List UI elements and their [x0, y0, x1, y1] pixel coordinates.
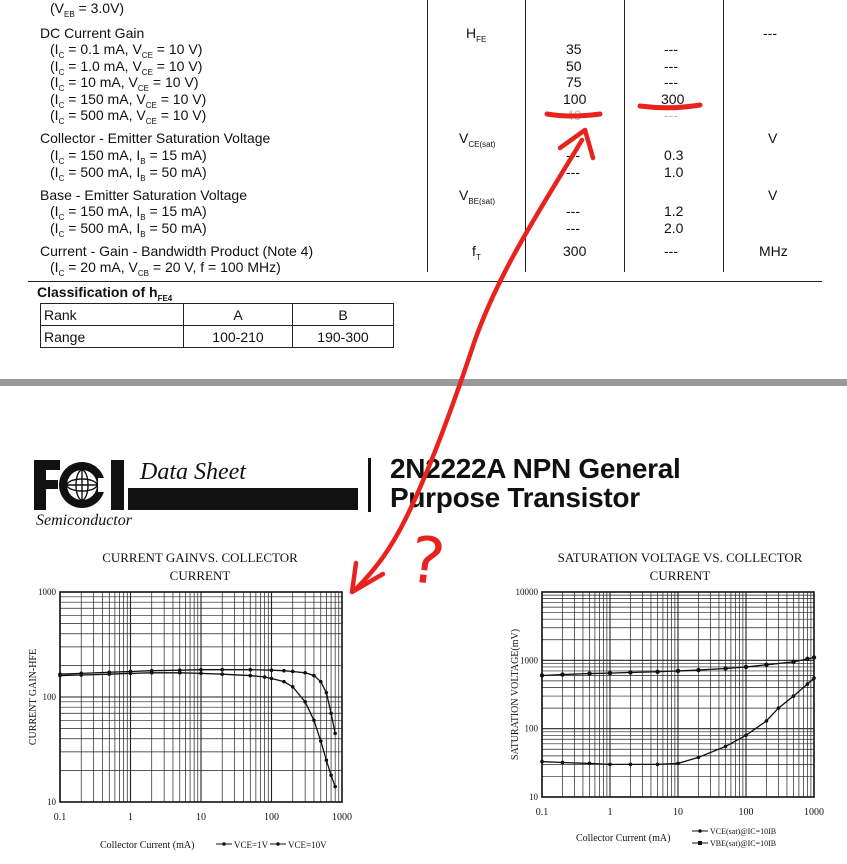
col-divider — [624, 0, 625, 272]
table-row — [41, 326, 394, 348]
dc-gain-max: 300 — [661, 91, 685, 107]
data-point — [199, 668, 203, 672]
data-point — [325, 691, 329, 695]
vbe-sat-label: Base - Emitter Saturation Voltage — [40, 187, 247, 203]
data-point — [656, 763, 660, 767]
dc-gain-condition: ($I_C = 500$ mA, $V_{CE} = 10$ V) — [50, 107, 207, 126]
ft-unit: MHz — [759, 243, 788, 259]
ft-symbol — [472, 243, 481, 260]
legend-marker — [698, 829, 702, 833]
text: CE(sat) — [468, 139, 496, 149]
data-point — [588, 762, 592, 766]
data-point — [744, 733, 748, 737]
y-tick-label: 10 — [529, 792, 538, 802]
product-title — [390, 454, 681, 512]
text: = 20 mA, V — [64, 259, 138, 275]
dc-gain-max: --- — [664, 41, 678, 57]
text: 50 mA — [161, 164, 203, 180]
dc-gain-min: 40 — [566, 107, 582, 123]
data-point — [282, 669, 286, 673]
ft-min: 300 — [563, 243, 587, 259]
dc-gain-max: --- — [664, 58, 678, 74]
y-tick-label: 1000 — [520, 655, 538, 666]
data-point — [333, 732, 337, 736]
data-point — [329, 773, 333, 777]
product-title-line2: Purpose Transistor — [390, 482, 640, 513]
dc-gain-label: DC Current Gain — [40, 25, 145, 41]
text: T — [475, 252, 481, 262]
text: 150 mA — [80, 91, 129, 107]
vbe-sat-unit: V — [768, 187, 778, 203]
data-point — [655, 670, 659, 674]
text: FE — [476, 34, 487, 44]
dc-gain-max: --- — [664, 74, 678, 90]
text: 1.0 mA — [80, 58, 125, 74]
text: FE4 — [157, 293, 173, 303]
text: 15 mA — [161, 147, 203, 163]
data-point — [107, 670, 111, 674]
dc-gain-min: 100 — [563, 91, 587, 107]
data-point — [792, 694, 796, 698]
fci-logo-icon — [34, 458, 130, 512]
saturation-voltage-chart — [480, 580, 847, 864]
table-cell: 190-300 — [293, 326, 394, 348]
table-bottom-rule — [28, 281, 822, 282]
data-point — [178, 668, 182, 672]
legend-label: VCE=1V — [234, 840, 269, 850]
data-point — [263, 675, 267, 679]
data-point — [325, 758, 329, 762]
data-point — [303, 700, 307, 704]
legend-marker — [222, 842, 226, 846]
data-point — [724, 745, 728, 749]
legend-label: VCE(sat)@IC=10IB — [710, 827, 777, 836]
table-cell: A — [184, 304, 293, 326]
x-axis-label: Collector Current (mA) — [576, 833, 671, 844]
semiconductor-label: Semiconductor — [36, 512, 132, 529]
data-point — [291, 670, 295, 674]
question-mark: ? — [405, 522, 449, 602]
data-sheet-title: Data Sheet — [140, 459, 246, 485]
partial-condition — [50, 0, 124, 17]
text: (I — [50, 259, 59, 275]
text: 0.1 mA — [80, 41, 125, 57]
classification-title — [37, 284, 172, 303]
data-point — [744, 665, 748, 669]
col-divider — [723, 0, 724, 272]
ft-condition: ($I_C = 20$ mA, $V_{CB} = 20$ V, f = 100 MHz) — [50, 259, 281, 278]
data-point — [608, 763, 612, 767]
data-point — [58, 672, 62, 676]
vbe-sat-min: --- — [566, 203, 580, 219]
data-point — [696, 668, 700, 672]
product-title-line1: 2N2222A NPN General — [390, 453, 681, 484]
text: H — [466, 25, 477, 41]
vbe-sat-condition: ($I_C = 500$ mA, $I_B = 50$ mA) — [50, 220, 207, 239]
data-point — [312, 718, 316, 722]
data-point — [806, 682, 810, 686]
data-point — [587, 671, 591, 675]
x-tick-label: 0.1 — [535, 807, 549, 818]
dc-gain-condition: ($I_C = 10$ mA, $V_{CE} = 10$ V) — [50, 74, 199, 93]
text: 50 mA — [161, 220, 203, 236]
vbe-sat-symbol — [459, 187, 495, 204]
data-point — [723, 666, 727, 670]
vbe-sat-min: --- — [566, 220, 580, 236]
vce-sat-condition: ($I_C = 500$ mA, $I_B = 50$ mA) — [50, 164, 207, 183]
ft-max: --- — [664, 243, 678, 259]
text: 500 mA — [80, 220, 129, 236]
x-tick-label: 1000 — [332, 812, 352, 823]
y-tick-label: 100 — [524, 723, 538, 734]
data-point — [282, 680, 286, 684]
legend-label: VBE(sat)@IC=10IB — [710, 839, 777, 848]
chart2-title-line1: SATURATION VOLTAGE VS. COLLECTOR — [557, 550, 803, 565]
legend-label: VCE=10V — [288, 840, 327, 850]
x-tick-label: 1000 — [804, 807, 824, 818]
text: V — [459, 130, 469, 146]
data-point — [777, 706, 781, 710]
dc-gain-symbol — [466, 25, 486, 42]
text: 10 V — [165, 74, 194, 90]
y-axis-label: SATURATION VOLTAGE(mV) — [510, 628, 521, 761]
data-point — [764, 663, 768, 667]
dc-gain-min: 35 — [566, 41, 582, 57]
text: = 20 V, f = 100 MHz) — [149, 259, 281, 275]
table-cell: B — [293, 304, 394, 326]
x-tick-label: 10 — [196, 812, 206, 823]
table-cell: 100-210 — [184, 326, 293, 348]
dc-gain-min: 75 — [566, 74, 582, 90]
text: f — [472, 243, 476, 259]
data-point — [608, 671, 612, 675]
text: 10 V — [172, 107, 202, 123]
ft-label: Current - Gain - Bandwidth Product (Note 4) — [40, 243, 314, 259]
x-tick-label: 10 — [673, 807, 683, 818]
data-point — [791, 660, 795, 664]
vce-sat-max: 0.3 — [664, 147, 684, 163]
text: = 3.0V) — [74, 0, 125, 16]
data-point — [676, 762, 680, 766]
y-tick-label: 10000 — [515, 587, 538, 597]
y-tick-label: 1000 — [38, 587, 56, 597]
data-point — [329, 711, 333, 715]
table-cell: Rank — [41, 304, 184, 326]
data-point — [199, 672, 203, 676]
text: 150 mA — [80, 203, 129, 219]
header-bar — [128, 488, 358, 510]
dc-gain-condition: ($I_C = 1.0$ mA, $V_{CE} = 10$ V) — [50, 58, 203, 77]
text: 10 V — [168, 58, 198, 74]
data-point — [129, 670, 133, 674]
data-point — [312, 674, 316, 678]
text: 15 mA — [161, 203, 203, 219]
vce-sat-condition: ($I_C = 150$ mA, $I_B = 15$ mA) — [50, 147, 207, 166]
vce-sat-max: 1.0 — [664, 164, 684, 180]
data-point — [765, 719, 769, 723]
dc-gain-condition: ($I_C = 0.1$ mA, $V_{CE} = 10$ V) — [50, 41, 203, 60]
dc-gain-max: --- — [664, 107, 678, 123]
vbe-sat-max: 1.2 — [664, 203, 684, 219]
text: 10 V — [168, 41, 198, 57]
col-divider — [427, 0, 428, 272]
chart2-title-line2: CURRENT — [649, 568, 711, 583]
text: 500 mA — [80, 164, 129, 180]
data-point — [319, 739, 323, 743]
x-tick-label: 100 — [264, 812, 279, 823]
y-tick-label: 10 — [47, 797, 56, 807]
x-tick-label: 0.1 — [53, 812, 67, 823]
text: Classification of h — [37, 284, 158, 300]
data-point — [697, 756, 701, 760]
text: BE(sat) — [468, 196, 496, 206]
table-row — [41, 304, 394, 326]
chart1-title-line1: CURRENT GAINVS. COLLECTOR — [102, 550, 298, 565]
vce-sat-min: --- — [566, 164, 580, 180]
data-point — [676, 669, 680, 673]
double-arrow — [355, 140, 582, 590]
chart1-title-line2: CURRENT — [169, 568, 231, 583]
y-axis-label: CURRENT GAIN-HFE — [28, 648, 39, 746]
x-tick-label: 100 — [738, 807, 754, 818]
text: V — [459, 187, 469, 203]
data-point — [79, 672, 83, 676]
text: 10 mA — [80, 74, 121, 90]
data-point — [628, 670, 632, 674]
legend-marker — [276, 842, 280, 846]
data-point — [248, 674, 252, 678]
text: 10 V — [172, 91, 202, 107]
text: (V — [50, 0, 64, 16]
legend-marker — [698, 841, 702, 845]
x-axis-label: Collector Current (mA) — [100, 840, 195, 851]
vbe-sat-max: 2.0 — [664, 220, 684, 236]
data-point — [319, 680, 323, 684]
dc-gain-min: 50 — [566, 58, 582, 74]
data-point — [805, 657, 809, 661]
text: 150 mA — [80, 147, 129, 163]
data-point — [561, 761, 565, 765]
vce-sat-unit: V — [768, 130, 778, 146]
vbe-sat-condition: ($I_C = 150$ mA, $I_B = 15$ mA) — [50, 203, 207, 222]
data-point — [150, 669, 154, 673]
data-point — [248, 668, 252, 672]
x-tick-label: 1 — [607, 807, 613, 818]
table-cell: Range — [41, 326, 184, 348]
dc-gain-condition: ($I_C = 150$ mA, $V_{CE} = 10$ V) — [50, 91, 207, 110]
header-divider — [368, 458, 371, 512]
data-point — [540, 673, 544, 677]
data-point — [220, 668, 224, 672]
col-divider — [525, 0, 526, 272]
data-point — [270, 677, 274, 681]
data-point — [560, 672, 564, 676]
data-point — [291, 685, 295, 689]
data-point — [812, 655, 816, 659]
data-point — [812, 676, 816, 680]
vce-sat-symbol — [459, 130, 495, 147]
data-point — [270, 668, 274, 672]
data-point — [333, 785, 337, 789]
x-tick-label: 1 — [128, 812, 133, 823]
dc-gain-unit: --- — [763, 25, 777, 41]
vce-sat-min: --- — [566, 147, 580, 163]
data-point — [303, 671, 307, 675]
data-point — [629, 763, 633, 767]
data-point — [540, 760, 544, 764]
classification-table — [40, 303, 394, 348]
data-point — [220, 672, 224, 676]
y-tick-label: 100 — [42, 692, 56, 702]
text: EB — [64, 9, 75, 19]
page-separator — [0, 379, 847, 386]
vce-sat-label: Collector - Emitter Saturation Voltage — [40, 130, 271, 146]
current-gain-chart — [0, 580, 420, 864]
text: 500 mA — [80, 107, 129, 123]
